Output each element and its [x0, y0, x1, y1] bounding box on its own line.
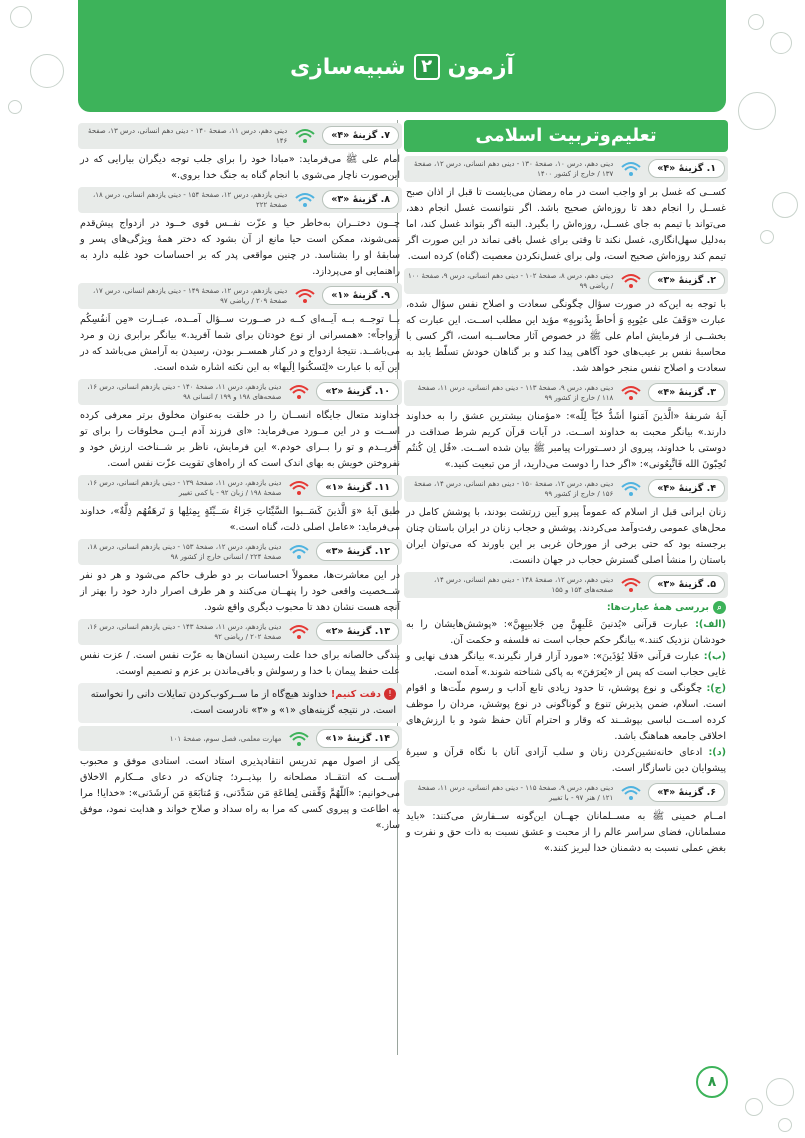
decorative-circle — [8, 100, 22, 114]
answer-source: دینی دهم، درس ۹، صفحۀ ۱۱۵ - دینی دهم انسانی، درس ۱۱، صفحۀ ۱۲۱ / هنر ۹۷ - با تغییر — [417, 784, 614, 802]
review-item-key: (د): — [708, 747, 726, 758]
review-item — [406, 649, 726, 681]
review-item-key: (ب): — [703, 651, 726, 662]
review-title: بررسی همۀ عبارت‌ها: — [606, 602, 709, 613]
answer-label: ۴. گزینۀ «۴» — [648, 479, 725, 498]
answer-source: دینی یازدهم، درس ۱۱، صفحۀ ۱۳۹ - دینی یازدهم انسانی، درس ۱۶، صفحۀ ۱۹۸ / زبان ۹۲ - با کمی تغییر — [87, 479, 282, 497]
note-text: خداوند هیچ‌گاه از ما ســرکوب‌کردن تمایلات دانی را نخواسته است. در نتیجه گزینه‌های «۱» و «۳» نادرست است. — [90, 689, 396, 716]
wifi-blue-icon — [617, 780, 645, 806]
answer-header — [78, 187, 402, 213]
answer-source: مهارت معلمی، فصل سوم، صفحۀ ۱۰۱ — [169, 734, 282, 743]
answer-header — [78, 539, 402, 565]
answer-body: چــون دختــران به‌خاطر حیا و عزّت نفــس قوی خــود در ازدواج پیش‌قدم نمی‌شوند، ممکن است حیا مانع از آن بشود که دختر همۀ ویژگی‌های پسر و سابقۀ او را بشناسد. در چنین مواقعی پدر که بر احساسات خود غلبه دارد به راهنمایی او می‌پردازد. — [80, 218, 400, 277]
wifi-blue-icon — [285, 539, 313, 565]
header-banner — [78, 0, 726, 112]
answer-source: دینی دهم، درس ۱۱، صفحۀ ۱۴۰ - دینی دهم انسانی، درس ۱۳، صفحۀ ۱۴۶ — [87, 127, 288, 145]
decorative-circle — [745, 1098, 763, 1116]
answer-label: ۵. گزینۀ «۳» — [648, 575, 725, 594]
decorative-circle — [772, 192, 798, 218]
answer-body: بــا توجــه بــه آیــه‌ای کــه در صــورت ســؤال آمــده، عبــارت «مِن اَنفُسِکُم اَزواجاً»: «همسرانی از نوع خودتان برای شما آفرید.» بیانگر برابری زن و مرد می‌باشــد. نتیجۀ ازدواج و در کنار همســر بودن، رسیدن به آرامش می‌باشد که در این آیه با عبارت «لِتَسکُنوا اِلَیها» به این نکته اشاره شده است. — [80, 314, 400, 373]
wifi-blue-icon — [617, 156, 645, 182]
answer-header — [404, 572, 728, 598]
decorative-circle — [738, 92, 776, 130]
answer-source: دینی دهم، درس ۱۲، صفحۀ ۱۴۸ - دینی دهم انسانی، درس ۱۴، صفحه‌های ۱۵۴ و ۱۵۵ — [433, 576, 614, 594]
answer-body: طبق آیۀ «وَ الَّذینَ کَسَــبوا السَّیِّئاتِ جَزاءُ سَــیِّئَةٍ بِمِثلِها وَ تَرهَقُهُم ذِلَّةٌ»، خداوند می‌فرماید: «عامل اصلی ذلت، گناه است.» — [80, 506, 400, 533]
decorative-circle — [770, 32, 792, 54]
answer-source: دینی یازدهم، درس ۱۲، صفحۀ ۱۵۳ - دینی یازدهم انسانی، درس ۱۸، صفحۀ ۲۲۴ / انسانی خارج از کشور ۹۸ — [87, 543, 282, 561]
decorative-circle — [748, 14, 764, 30]
answer-label: ۶. گزینۀ «۴» — [648, 783, 725, 802]
right-column — [404, 120, 728, 857]
answer-body: یکی از اصول مهم تدریس انتقادپذیری استاد است. استادی موفق و محبوب اســت که انتقــاد مصلحانه را بپذیــرد؛ چنان‌که در دعای مــکارم الاخلاق می‌خوانیم: «اَللّهُمَّ وَفِّقنی لِطاعَةِ مَن سَدَّدَنی، وَ مُتابَعَةِ مَن اَرشَدَنی»: «خدایا! مرا به اطاعت و پیروی کسی که مرا به راه سداد و صلاح خواند و هدایت نمود، موفق ساز.» — [80, 756, 400, 831]
answer-label: ۱. گزینۀ «۴» — [648, 159, 725, 178]
answer-source: دینی یازدهم، درس ۱۲، صفحۀ ۱۴۹ - دینی یازدهم انسانی، درس ۱۷، صفحۀ ۲۰۹ / ریاضی ۹۷ — [93, 287, 288, 305]
answer-label: ۸. گزینۀ «۳» — [322, 190, 399, 209]
decorative-circle — [10, 6, 32, 28]
left-column — [78, 120, 402, 834]
decorative-circle — [30, 54, 64, 88]
review-item-text: عبارت قرآنی «یُدنینَ عَلَیهِنَّ مِن جَلابیبِهِنَّ»: «پوشش‌هایشان را به خودشان نزدیک کنند.» بیانگر حکم حجاب است نه فلسفه و حکمت آن. — [406, 619, 726, 646]
wifi-red-icon — [617, 268, 645, 294]
answer-header — [78, 475, 402, 501]
answer-label: ۷. گزینۀ «۴» — [322, 126, 399, 145]
wifi-blue-icon — [617, 476, 645, 502]
review-item — [406, 745, 726, 777]
answer-source: دینی دهم، درس ۱۰، صفحۀ ۱۳۰ - دینی دهم انسانی، درس ۱۲، صفحۀ ۱۳۷ / خارج از کشور ۱۴۰۰ — [413, 160, 614, 178]
answer-source: دینی یازدهم، درس ۱۲، صفحۀ ۱۵۴ - دینی یازدهم انسانی، درس ۱۸، صفحۀ ۲۲۲ — [93, 191, 288, 209]
answer-label: ۲. گزینۀ «۳» — [648, 271, 725, 290]
review-list — [404, 617, 728, 777]
page-number: ۸ — [696, 1066, 728, 1098]
review-item-text: ادعای خانه‌نشین‌کردن زنان و سلب آزادی آنان با نگاه قرآن و سیرۀ پیشوایان دین ناسازگار است. — [406, 747, 726, 774]
review-item-text: چگونگی و نوع پوشش، تا حدود زیادی تابع آداب و رسوم ملّت‌ها و اقوام است. اسلام، ضمن پذیرش تنوع و گوناگونی در نوع پوشش، مردان را موظف کرده اســت لباسی بپوشــند که وقار و احترام آنان حفظ شود و با ارزش‌های اخلاقی جامعه هماهنگ باشد. — [406, 683, 726, 742]
answer-source: دینی یازدهم، درس ۱۱، صفحۀ ۱۴۳ - دینی یازدهم انسانی، درس ۱۶، صفحۀ ۲۰۲ / ریاضی ۹۲ — [87, 623, 282, 641]
answer-source: دینی دهم، درس ۸، صفحۀ ۱۰۲ - دینی دهم انسانی، درس ۹، صفحۀ ۱۰۰ / ریاضی ۹۹ — [408, 272, 614, 290]
answer-label: ۹. گزینۀ «۱» — [322, 286, 399, 305]
answer-header — [404, 780, 728, 806]
answer-header — [78, 726, 402, 751]
answer-label: ۱۰. گزینۀ «۲» — [316, 382, 399, 401]
wifi-red-icon — [617, 380, 645, 406]
answer-source: دینی دهم، درس ۱۲، صفحۀ ۱۵۰ - دینی دهم انسانی، درس ۱۴، صفحۀ ۱۵۶ / خارج از کشور ۹۹ — [413, 480, 614, 498]
answer-header — [78, 123, 402, 149]
answer-header — [78, 379, 402, 405]
answer-body: آیۀ شریفۀ «الَّذینَ آمَنوا أشَدُّ حُبّاً لِلّه»: «مؤمنان بیشترین عشق را به خداوند دارند.» بیانگر محبت به خداوند اســت. در آیات قرآن کریم شرط صداقت در دوستی با خداوند، پیروی از دســتورات پیامبر ﷺ بیان شده اســت. «قُل اِن کُنتُم تُحِبّونَ الله فَاتَّبِعُونی»: «اگر خدا را دوست می‌دارید، از من تبعیت کنید.» — [406, 411, 726, 470]
answer-body: کســی که غسل بر او واجب است در ماه رمضان می‌بایست تا قبل از اذان صبح غســل را انجام دهد تا روزه‌اش صحیح باشد. اگر نتوانست غسل انجام دهد، می‌تواند با تیمم به جای غســل، روزه‌اش را بگیرد. البته اگر بتواند غسل کند، اما به‌دلیل سهل‌انگاری، غسل نکند تا وقتی برای غسل باقی نماند در این صورت اگر تیمم کند روزه‌اش صحیح است، ولی برای غسل‌نکردن معصیت (گناه) کرده است. — [406, 187, 726, 262]
decorative-circle — [760, 230, 774, 244]
answer-body: با توجه به این‌که در صورت سؤال چگونگی سعادت و اصلاح نفس سؤال شده، عبارت «وَقَفَ علی عیُوبِهِ وَ أحاطَ بِذُنوبِهِ» مؤید این مطلب اســت. این عبارت که بخشــی از فرمایش امام علی ﷺ در خصوص آثار محاســبه است، اگر کسی با محاسبۀ نفس بر عیب‌های خود آگاهی پیدا کند و بر گناهان خودش تسلّط یابد به سعادت و اصلاح نفس منجر خواهد شد. — [406, 299, 726, 374]
review-item-key: (الف): — [695, 619, 726, 630]
answer-header — [404, 476, 728, 502]
banner-title — [78, 54, 726, 80]
answer-body: خداوند متعال جایگاه انســان را در خلقت به‌عنوان مخلوق برتر معرفی کرده اســت و در این مــورد می‌فرماید: «ای فرزند آدم ایــن مخلوقات را برای تو آفریــدم و تو را بــرای خودم.» این فرمایش، ناظر بر شــناخت ارزش خود و نفروختن خویش به بهای اندک است که از راه‌های تقویت عزّت نفس است. — [80, 410, 400, 469]
wifi-red-icon — [291, 283, 319, 309]
decorative-circle — [778, 1118, 792, 1132]
answer-header — [78, 619, 402, 645]
wifi-green-icon — [291, 123, 319, 149]
wifi-red-icon — [285, 475, 313, 501]
section-title: تعلیم‌وتربیت اسلامی — [404, 120, 728, 152]
note-title: دقت کنیم! — [330, 689, 381, 700]
wifi-blue-icon — [291, 187, 319, 213]
answer-header — [404, 156, 728, 182]
answer-label: ۱۲. گزینۀ «۳» — [316, 542, 399, 561]
answer-source: دینی دهم، درس ۹، صفحۀ ۱۱۳ - دینی دهم انسانی، درس ۱۱، صفحۀ ۱۱۸ / خارج از کشور ۹۹ — [417, 384, 614, 402]
answer-label: ۱۱. گزینۀ «۱» — [316, 478, 399, 497]
review-item-text: عبارت قرآنی «فَلا یُؤذَینَ»: «مورد آزار قرار نگیرند.» بیانگر هدف نهایی و غایی حجاب است که پس از «یُعرَفنَ» به پاکی شناخته شوند.» آمده است. — [406, 651, 726, 678]
answer-body: امــام خمینی ﷺ به مســلمانان جهــان این‌گونه ســفارش می‌کنند: «باید مسلمانان، فضای سراسر عالم را از محبت و عشق نسبت به ذات حق و نفرت و بغض عملی نسبت به دشمنان خدا لبریز کنند.» — [406, 811, 726, 854]
review-item — [406, 617, 726, 649]
answer-body: زنان ایرانی قبل از اسلام که عموماً پیرو آیین زرتشت بودند، با پوشش کامل در محل‌های عمومی رفت‌وآمد می‌کردند. پوشش و حجاب زنان در ایران باستان چنان برجسته بود که حتی برخی از مورخان غربی بر این باورند که می‌توان ایران باستان را منشأ اصلی گسترش حجاب در جهان دانست. — [406, 507, 726, 566]
banner-title-text: آزمون — [447, 54, 515, 80]
answer-body: امام علی ﷺ می‌فرماید: «مبادا خود را برای جلب توجه دیگران بیارایی که در این‌صورت ناچار می‌شوی با انجام گناه به جنگ خدا بروی.» — [80, 154, 400, 181]
wifi-green-icon — [285, 726, 313, 751]
answer-label: ۱۴. گزینۀ «۱» — [316, 729, 399, 748]
answer-header — [78, 283, 402, 309]
answer-body: بندگی خالصانه برای خدا علت رسیدن انسان‌ها به عزّت نفس است. / عزت نفس علت حفظ پیمان با خدا و رسولش و باقی‌ماندن بر عزم و تصمیم اوست. — [80, 650, 400, 677]
wifi-red-icon — [285, 379, 313, 405]
answer-header — [404, 268, 728, 294]
answer-label: ۳. گزینۀ «۴» — [648, 383, 725, 402]
decorative-circle — [766, 1078, 794, 1106]
wifi-red-icon — [617, 572, 645, 598]
banner-subtitle: شبیه‌سازی — [289, 54, 406, 80]
answer-label: ۱۳. گزینۀ «۲» — [316, 622, 399, 641]
magnifier-icon: ⌕ — [713, 601, 726, 614]
answer-body: در این معاشرت‌ها، معمولاً احساسات بر دو طرف حاکم می‌شود و هر دو نفر شــخصیت واقعی خود را پنهــان می‌کنند و هر طرف اصرار دارد خود را بهتر از آنچه هست نشان دهد تا محبوب دیگری واقع شود. — [80, 570, 400, 613]
alert-icon: ! — [384, 688, 396, 700]
review-heading — [406, 601, 726, 614]
review-item — [406, 681, 726, 745]
answer-source: دینی یازدهم، درس ۱۱، صفحۀ ۱۴۰ - دینی یازدهم انسانی، درس ۱۶، صفحه‌های ۱۹۸ و ۱۹۹ / انسانی ۹۸ — [87, 383, 282, 401]
answer-header — [404, 380, 728, 406]
banner-number: ۲ — [414, 54, 440, 80]
review-item-key: (ج): — [706, 683, 726, 694]
wifi-red-icon — [285, 619, 313, 645]
attention-note — [78, 683, 402, 723]
